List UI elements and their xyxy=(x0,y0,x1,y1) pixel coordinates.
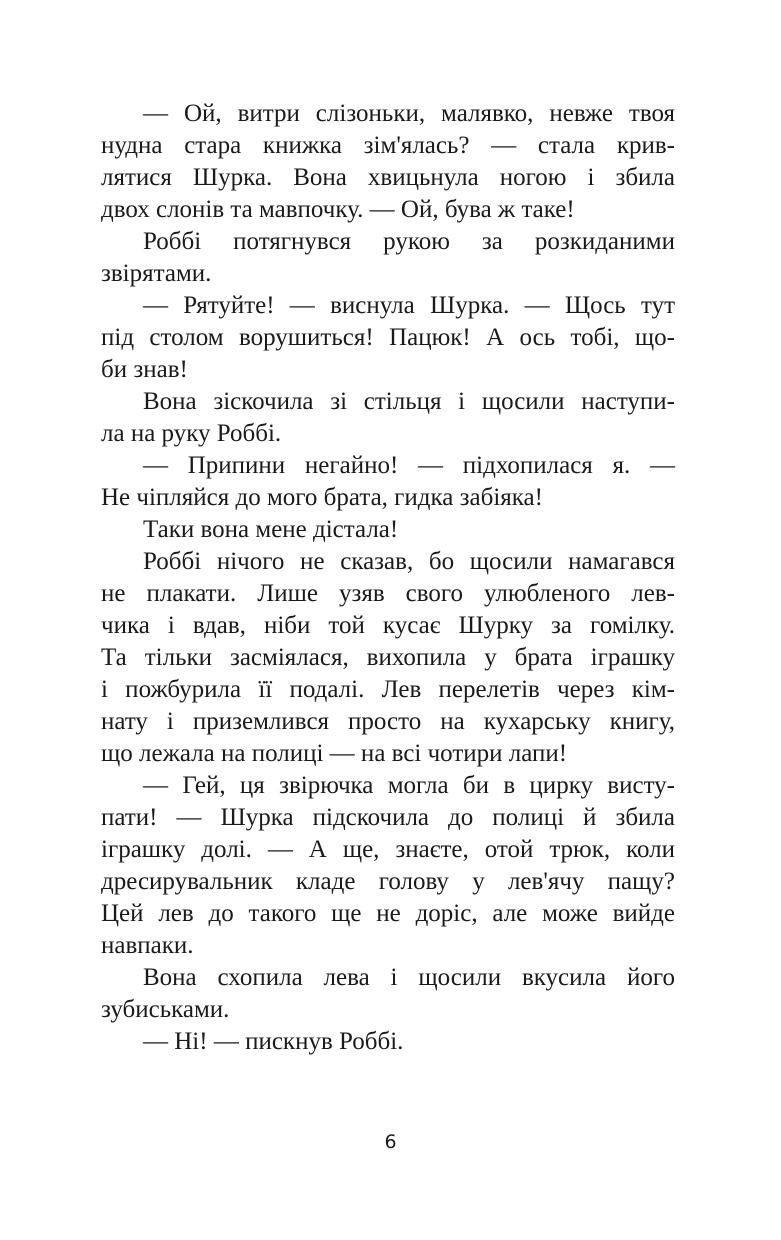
text-line: і пожбурила її подалі. Лев перелетів через кім- xyxy=(101,676,675,703)
text-line: — Припини негайно! — підхопилася я. — xyxy=(143,452,675,479)
text-line: під столом ворушиться! Пацюк! А ось тобі, що- xyxy=(101,324,675,351)
page-number: 6 xyxy=(384,1131,397,1153)
text-line: Не чіпляйся до мого брата, гидка забіяка! xyxy=(101,484,543,511)
text-line: нудна стара книжка зім'ялась? — стала крив- xyxy=(101,132,675,159)
text-line: двох слонів та мавпочку. — Ой, бува ж таке! xyxy=(101,196,575,223)
text-line: чика і вдав, ніби той кусає Шурку за гомілку. xyxy=(101,612,675,639)
text-line: Цей лев до такого ще не доріс, але може вийде xyxy=(101,900,675,927)
text-line: не плакати. Лише узяв свого улюбленого лев- xyxy=(101,580,675,607)
text-line: дресирувальник кладе голову у лев'ячу пащу? xyxy=(101,868,675,895)
text-line: ла на руку Роббі. xyxy=(101,420,282,447)
text-line: — Ой, витри слізоньки, малявко, невже твоя xyxy=(143,100,675,127)
text-line: що лежала на полиці — на всі чотири лапи! xyxy=(101,740,568,767)
body-text xyxy=(101,98,675,1058)
text-line: — Ні! — пискнув Роббі. xyxy=(143,1028,404,1055)
text-line: Вона зіскочила зі стільця і щосили наступи- xyxy=(143,388,675,415)
text-line: іграшку долі. — А ще, знаєте, отой трюк, коли xyxy=(101,836,675,863)
text-line: — Гей, ця звірючка могла би в цирку висту- xyxy=(143,772,675,799)
text-line: Вона схопила лева і щосили вкусила його xyxy=(143,964,675,991)
text-line: — Рятуйте! — виснула Шурка. — Щось тут xyxy=(143,292,675,319)
text-line: звірятами. xyxy=(101,260,212,287)
text-line: зубиськами. xyxy=(101,996,230,1023)
text-line: Таки вона мене дістала! xyxy=(143,516,399,543)
text-line: пати! — Шурка підскочила до полиці й збила xyxy=(101,804,675,831)
text-line: лятися Шурка. Вона хвицьнула ногою і збила xyxy=(101,164,675,191)
text-line: Та тільки засміялася, вихопила у брата іграшку xyxy=(101,644,675,671)
text-line: нату і приземлився просто на кухарську книгу, xyxy=(101,708,675,735)
text-line: навпаки. xyxy=(101,932,194,959)
text-line: Роббі потягнувся рукою за розкиданими xyxy=(143,228,675,255)
text-line: Роббі нічого не сказав, бо щосили намагався xyxy=(143,548,675,575)
text-line: би знав! xyxy=(101,356,188,383)
